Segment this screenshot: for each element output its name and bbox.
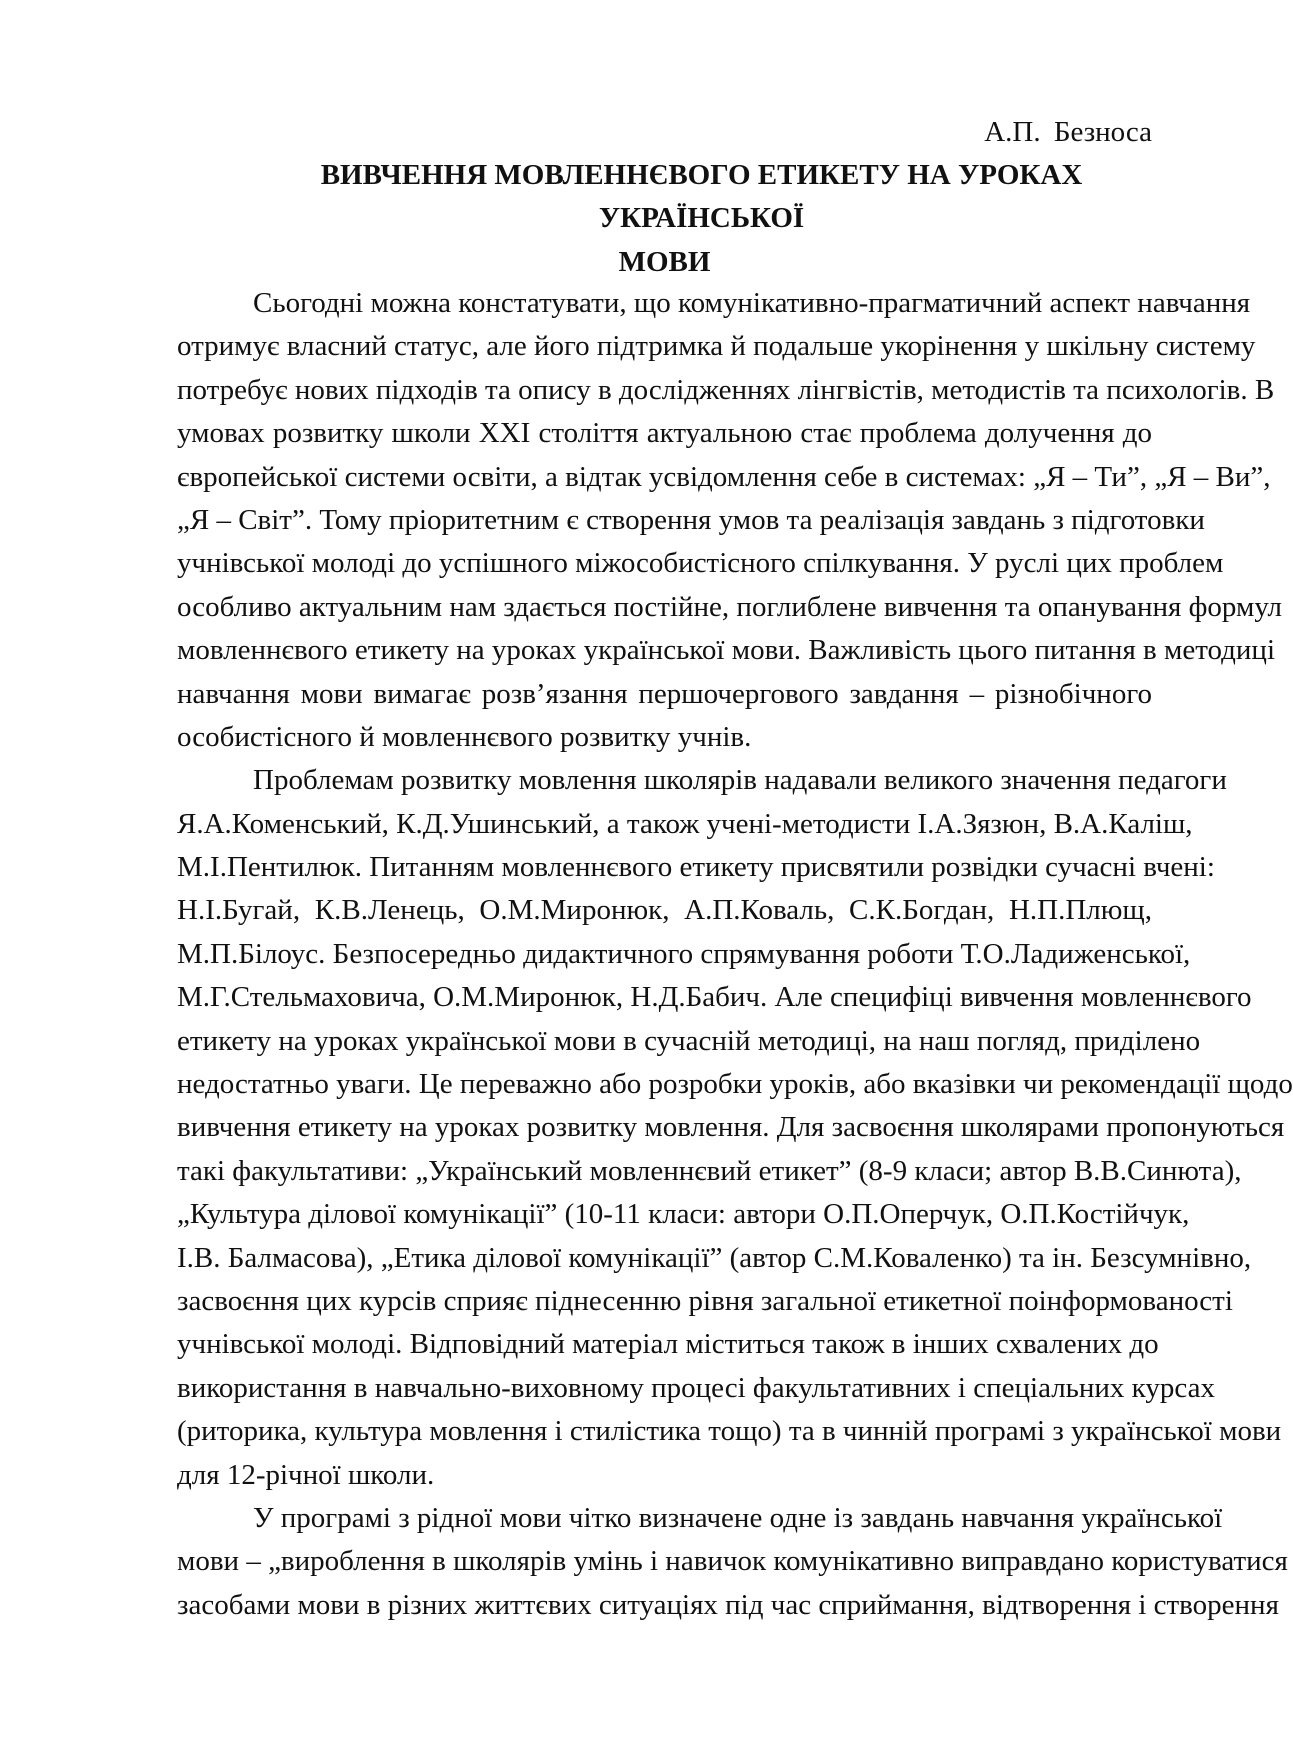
article-body	[177, 282, 1293, 1627]
text-line: недостатньо уваги. Це переважно або розробки уроків, або вказівки чи рекомендації щодо	[177, 1068, 1293, 1101]
text-line: Сьогодні можна констатувати, що комунікативно-прагматичний аспект навчання	[253, 287, 1251, 319]
title-line: МОВИ	[618, 245, 711, 278]
article-title	[177, 154, 1152, 284]
paragraph	[177, 1497, 1288, 1627]
text-line: засобами мови в різних життєвих ситуаціях під час сприймання, відтворення і створення	[177, 1588, 1279, 1621]
text-line: мови – „вироблення в школярів умінь і навичок комунікативно виправдано користуватися	[177, 1545, 1288, 1578]
text-line: Я.А.Коменський, К.Д.Ушинський, а також учені-методисти І.А.Зязюн, В.А.Каліш,	[177, 807, 1193, 840]
text-line: засвоєння цих курсів сприяє піднесенню рівня загальної етикетної поінформованості	[177, 1284, 1233, 1317]
text-line: мовленнєвого етикету на уроках української мови. Важливість цього питання в методиці	[177, 634, 1276, 667]
text-line: особливо актуальним нам здається постійне, поглиблене вивчення та опанування формул	[177, 590, 1283, 623]
text-line: „Я – Світ”. Тому пріоритетним є створення умов та реалізація завдань з підготовки	[177, 503, 1205, 536]
text-line: потребує нових підходів та опису в дослідженнях лінгвістів, методистів та психологів. В	[177, 373, 1275, 406]
text-line: Н.І.Бугай, К.В.Ленець, О.М.Миронюк, А.П.Коваль, С.К.Богдан, Н.П.Плющ,	[177, 894, 1152, 927]
text-line: для 12-річної школи.	[177, 1458, 435, 1491]
text-line: І.В. Балмасова), „Етика ділової комунікації” (автор С.М.Коваленко) та ін. Безсумнівно,	[177, 1241, 1252, 1274]
text-line: європейської системи освіти, а відтак усвідомлення себе в системах: „Я – Ти”, „Я – Ви”,	[177, 460, 1271, 493]
text-line: етикету на уроках української мови в сучасній методиці, на наш погляд, приділено	[177, 1024, 1201, 1057]
text-line: отримує власний статус, але його підтримка й подальше укорінення у шкільну систему	[177, 330, 1256, 363]
text-line: М.П.Білоус. Безпосередньо дидактичного спрямування роботи Т.О.Ладиженської,	[177, 937, 1191, 970]
text-line: використання в навчально-виховному процесі факультативних і спеціальних курсах	[177, 1371, 1215, 1404]
text-line: Проблемам розвитку мовлення школярів надавали великого значення педагоги	[253, 764, 1227, 797]
text-line: такі факультативи: „Український мовленнєвий етикет” (8-9 класи; автор В.В.Синюта),	[177, 1154, 1242, 1187]
text-line: (риторика, культура мовлення і стилістика тощо) та в чинній програмі з української мови	[177, 1415, 1282, 1448]
title-line: ВИВЧЕННЯ МОВЛЕННЄВОГО ЕТИКЕТУ НА УРОКАХ УКРАЇНСЬКОЇ	[320, 159, 1083, 235]
text-line: М.І.Пентилюк. Питанням мовленнєвого етикету присвятили розвідки сучасні вчені:	[177, 851, 1215, 884]
text-line: вивчення етикету на уроках розвитку мовлення. Для засвоєння школярами пропонуються	[177, 1111, 1285, 1144]
text-line: учнівської молоді. Відповідний матеріал міститься також в інших схвалених до	[177, 1328, 1159, 1361]
text-line: „Культура ділової комунікації” (10-11 класи: автори О.П.Оперчук, О.П.Костійчук,	[177, 1198, 1190, 1231]
text-line: особистісного й мовленнєвого розвитку учнів.	[177, 720, 752, 753]
author-name: А.П. Безноса	[984, 116, 1152, 148]
text-line: умовах розвитку школи ХХІ століття актуальною стає проблема долучення до	[177, 417, 1152, 450]
text-line: М.Г.Стельмаховича, О.М.Миронюк, Н.Д.Бабич. Але специфіці вивчення мовленнєвого	[177, 981, 1252, 1014]
text-line: учнівської молоді до успішного міжособистісного спілкування. У руслі цих проблем	[177, 547, 1224, 580]
text-line: навчання мови вимагає розв’язання першочергового завдання – різнобічного	[177, 677, 1152, 710]
paragraph	[177, 759, 1293, 1497]
text-line: У програмі з рідної мови чітко визначене одне із завдань навчання української	[253, 1501, 1223, 1534]
paragraph	[177, 282, 1283, 759]
